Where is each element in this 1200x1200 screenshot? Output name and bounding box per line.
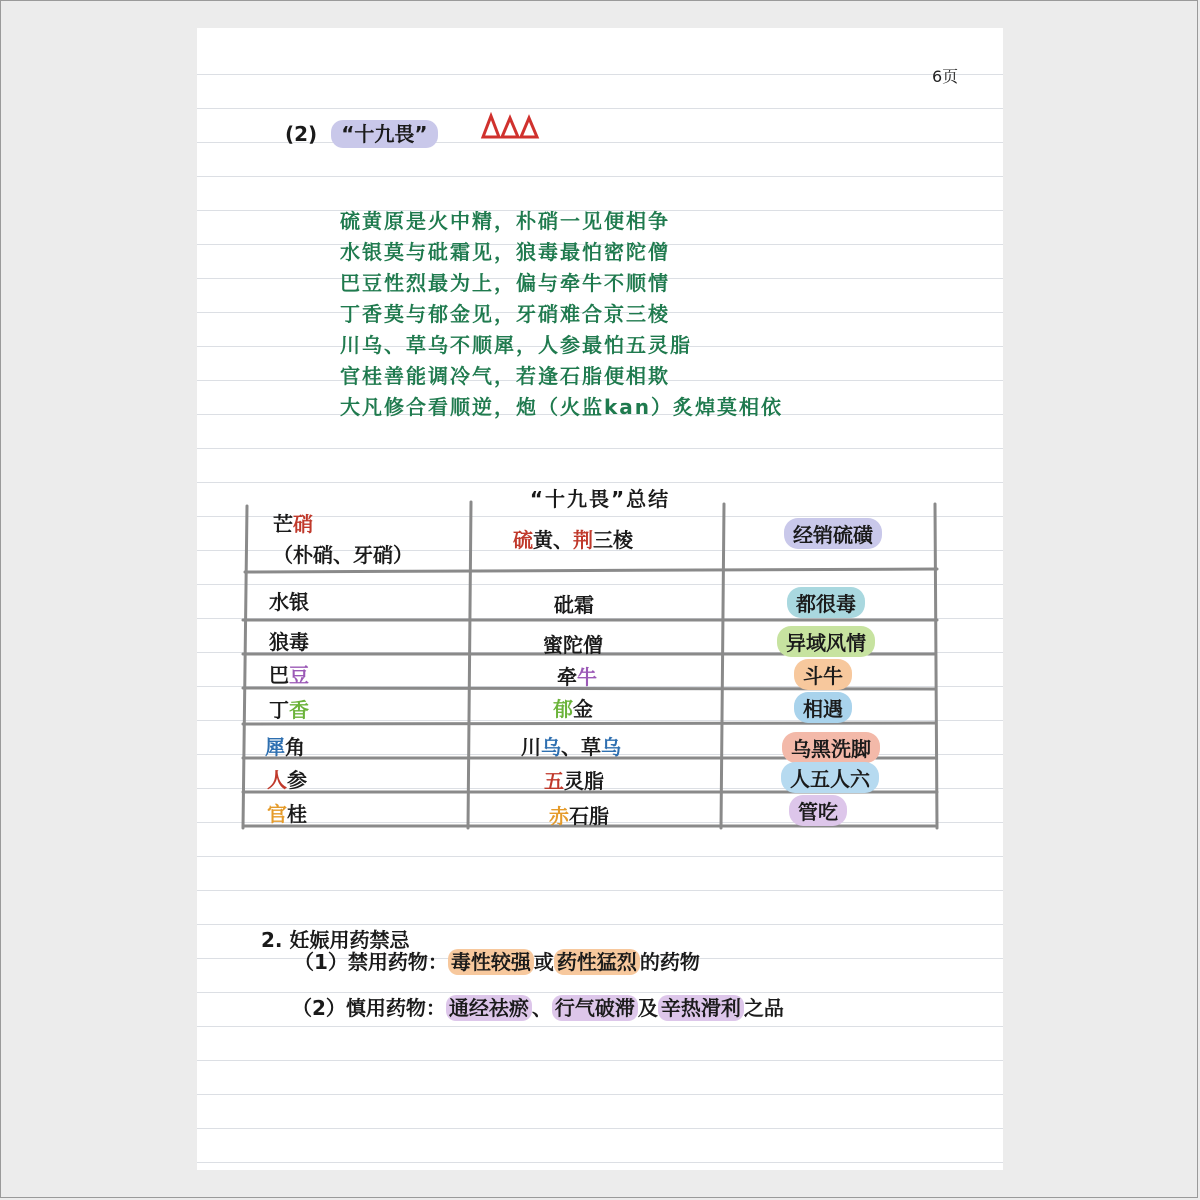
row5-mnemonic-badge: 乌黑洗脚 [782,732,880,763]
section1-number: (2) [285,122,318,146]
row5-a-hl: 犀 [265,735,285,759]
table-row-line [243,723,935,724]
poem-line: 水银莫与砒霜见，狼毒最怕密陀僧 [340,240,670,264]
row1-mnemonic-badge: 都很毒 [787,587,865,618]
poem-line: 官桂善能调冷气，若逢石脂便相欺 [340,364,670,388]
row6-cell-b [544,765,604,794]
row4-b-hl: 郁 [553,697,573,721]
row4-cell-b [553,693,593,722]
header-cell-a-sub: （朴硝、牙硝） [273,543,413,567]
row1-cell-b: 砒霜 [554,593,594,617]
header-a-plain: 芒 [273,512,293,536]
row5-b-post: 、草 [561,735,601,759]
header-b-red1: 硫 [513,528,533,552]
row7-mnemonic-badge: 管吃 [789,795,847,826]
row6-mnemonic-badge: 人五人六 [781,762,879,793]
item2-label: （2）慎用药物： [292,996,446,1020]
header-cell-a [273,508,313,537]
item2-highlight3: 辛热滑利 [658,995,744,1021]
section2-heading: 2. 妊娠用药禁忌 [261,928,410,952]
row3-b-hl: 牛 [577,665,597,689]
header-cell-b [513,524,633,553]
table-right-border [935,504,937,828]
item2-highlight2: 行气破滞 [552,995,638,1021]
row5-a-post: 角 [285,735,305,759]
row4-cell-a [269,694,309,723]
summary-title: “十九畏”总结 [529,487,671,511]
poem-line: 丁香莫与郁金见，牙硝难合京三棱 [340,302,670,326]
row6-a-hl: 人 [267,768,287,792]
item2-highlight1: 通经祛瘀 [446,995,532,1021]
poem-line: 大凡修合看顺逆，炮（火监kan）炙焯莫相依 [340,395,784,419]
row2-mnemonic-badge: 异域风情 [777,626,875,657]
item1-mid: 或 [533,950,554,974]
item1-highlight1: 毒性较强 [448,949,534,975]
row3-mnemonic-badge: 斗牛 [794,659,852,690]
row1-cell-a: 水银 [269,590,309,614]
row4-mnemonic-badge: 相遇 [794,692,852,723]
header-b-red2: 荆 [573,528,593,552]
row6-cell-a [267,764,307,793]
table-col1-divider [468,502,471,828]
row5-b-hl2: 乌 [601,735,621,759]
row7-a-post: 桂 [287,802,307,826]
row3-b-pre: 牵 [557,665,577,689]
section2-item2 [292,992,784,1021]
item1-label: （1）禁用药物： [294,950,448,974]
row3-cell-a [269,659,309,688]
row2-cell-b: 蜜陀僧 [543,633,603,657]
row4-a-pre: 丁 [269,698,289,722]
item1-highlight2: 药性猛烈 [554,949,640,975]
row7-cell-b [549,800,609,829]
row5-cell-a [265,731,305,760]
item1-end: 的药物 [639,950,700,974]
poem-line: 硫黄原是火中精，朴硝一见便相争 [340,209,670,233]
item2-end: 之品 [743,996,784,1020]
row6-a-post: 参 [287,768,307,792]
row3-a-hl: 豆 [289,663,309,687]
row7-b-post: 石脂 [569,804,609,828]
row7-cell-a [267,798,307,827]
item2-mid: 及 [637,996,658,1020]
poem-line: 川乌、草乌不顺犀，人参最怕五灵脂 [340,333,692,357]
row4-a-hl: 香 [289,698,309,722]
table-row-line [245,569,937,572]
row3-a-pre: 巴 [269,663,289,687]
row5-cell-b [521,731,621,760]
row3-cell-b [557,661,597,690]
row4-b-post: 金 [573,697,593,721]
header-b-mid: 黄、 [533,528,573,552]
header-mnemonic-badge: 经销硫磺 [784,518,882,549]
row7-a-hl: 官 [267,802,287,826]
header-a-colored: 硝 [293,512,313,536]
row6-b-post: 灵脂 [564,769,604,793]
poem-line: 巴豆性烈最为上，偏与牵牛不顺情 [340,271,670,295]
notebook-page [197,28,1003,1170]
item2-sep: 、 [531,996,552,1020]
row5-b-hl: 乌 [541,735,561,759]
row2-cell-a: 狼毒 [269,630,309,654]
section2-item1 [294,946,700,975]
row6-b-hl: 五 [544,769,564,793]
row7-b-hl: 赤 [549,804,569,828]
row5-b-pre: 川 [521,735,541,759]
section1-title: “十九畏” [331,120,437,148]
header-b-end: 三棱 [593,528,633,552]
page-number: 6页 [932,67,959,86]
table-col2-divider [721,504,724,828]
table-left-border [243,506,247,828]
